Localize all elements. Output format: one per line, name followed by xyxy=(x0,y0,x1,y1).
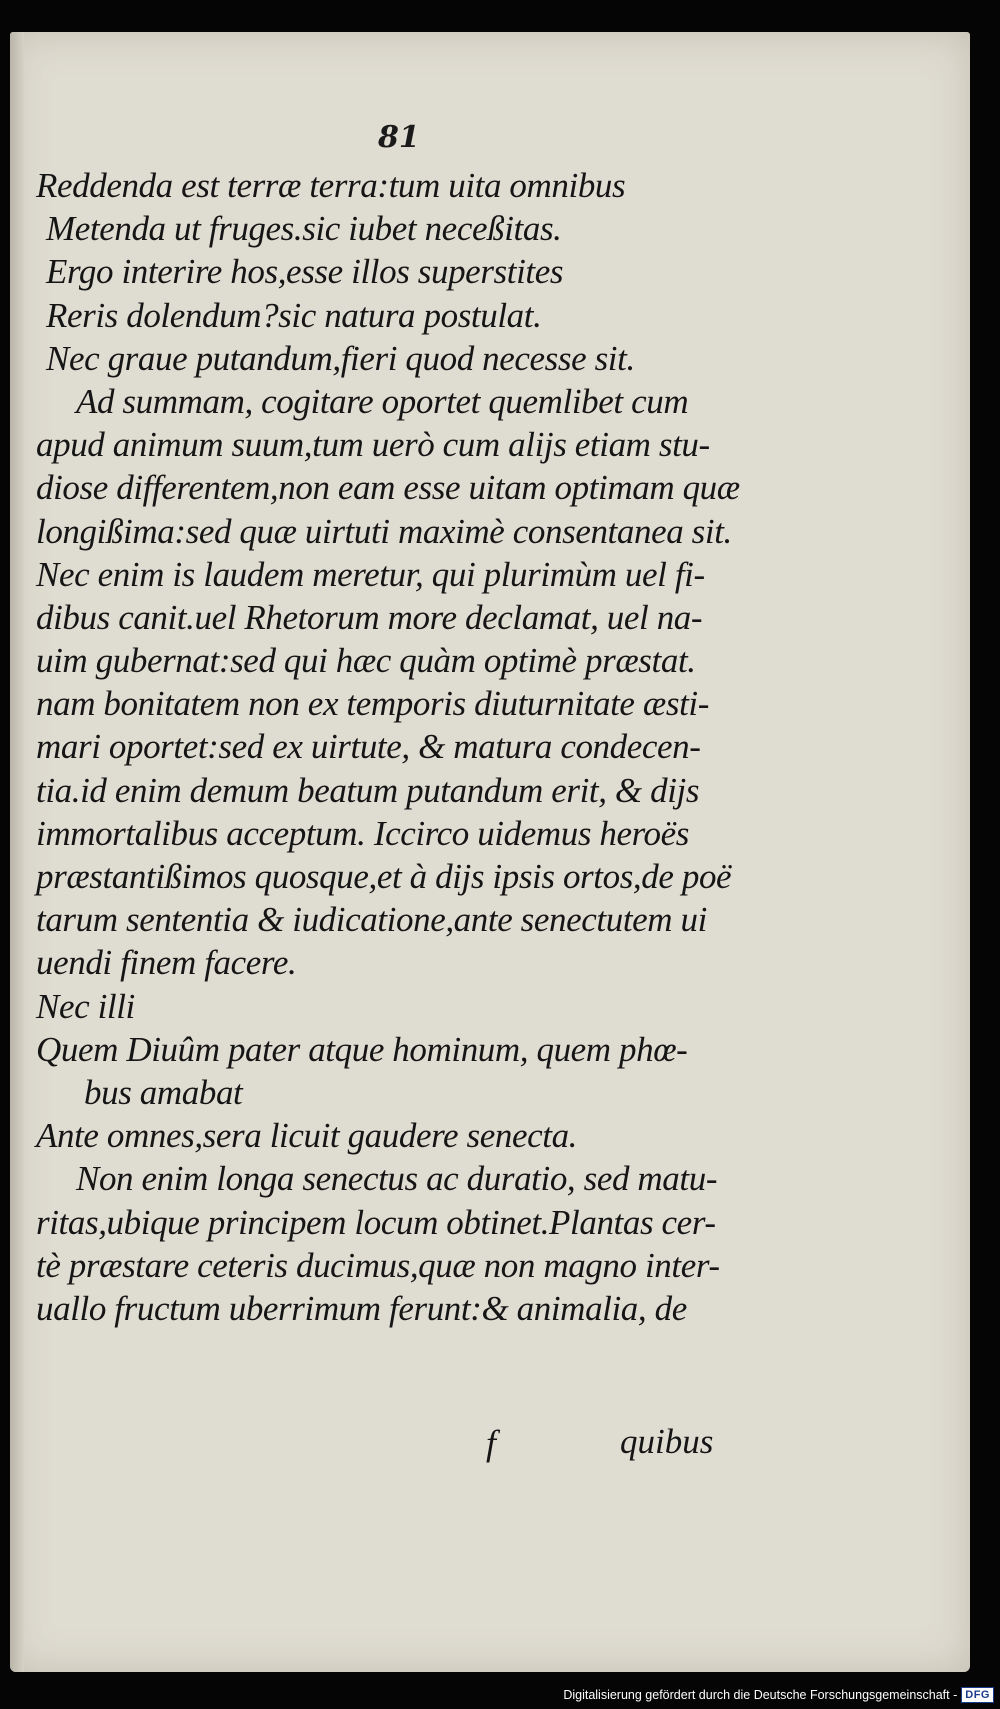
text-line: immortalibus acceptum. Iccirco uidemus heroës xyxy=(36,813,690,853)
text-line: Nec enim is laudem meretur, qui plurimùm uel fi- xyxy=(36,554,705,594)
catchword: quibus xyxy=(620,1422,714,1461)
text-line: bus amabat xyxy=(84,1072,243,1112)
text-line: mari oportet:sed ex uirtute, & matura condecen- xyxy=(36,727,701,767)
text-line: Metenda ut fruges.sic iubet neceßitas. xyxy=(46,209,562,249)
text-line: ritas,ubique principem locum obtinet.Plantas cer- xyxy=(36,1202,716,1242)
text-line: Ad summam, cogitare oportet quemlibet cum xyxy=(76,381,689,421)
text-line: Reddenda est terræ terra:tum uita omnibus xyxy=(36,166,626,205)
text-line: uim gubernat:sed qui hæc quàm optimè præstat. xyxy=(36,641,696,681)
text-line: tia.id enim demum beatum putandum erit, & dijs xyxy=(36,770,700,810)
dfg-logo-icon: DFG xyxy=(961,1687,994,1703)
text-line: Quem Diuûm pater atque hominum, quem phœ- xyxy=(36,1029,688,1069)
digitization-credit xyxy=(563,1687,994,1703)
text-line: apud animum suum,tum uerò cum alijs etiam stu- xyxy=(36,425,710,465)
text-line: Ante omnes,sera licuit gaudere senecta. xyxy=(36,1116,578,1156)
catchline xyxy=(10,1422,970,1466)
text-line: diose differentem,non eam esse uitam optimam quæ xyxy=(36,468,740,508)
page-number: 81 xyxy=(378,120,420,155)
text-line: Nec illi xyxy=(36,986,135,1026)
text-line: uendi finem facere. xyxy=(36,943,297,983)
credit-text: Digitalisierung gefördert durch die Deutsche Forschungsgemeinschaft - xyxy=(563,1688,958,1702)
text-block xyxy=(36,164,740,1330)
book-page xyxy=(10,32,970,1672)
text-line: tarum sententia & iudicatione,ante senectutem ui xyxy=(36,900,707,940)
text-line: Ergo interire hos,esse illos superstites xyxy=(46,252,564,292)
signature-mark: f xyxy=(486,1423,497,1463)
text-line: tè præstare ceteris ducimus,quæ non magno inter- xyxy=(36,1245,720,1285)
text-line: longißima:sed quæ uirtuti maximè consentanea sit. xyxy=(36,511,732,551)
text-line: nam bonitatem non ex temporis diuturnitate æsti- xyxy=(36,684,709,724)
text-line: Reris dolendum?sic natura postulat. xyxy=(46,295,542,335)
text-line: præstantißimos quosque,et à dijs ipsis ortos,de poë xyxy=(36,857,732,896)
text-line: uallo fructum uberrimum ferunt:& animalia, de xyxy=(36,1288,687,1328)
text-line: dibus canit.uel Rhetorum more declamat, uel na- xyxy=(36,597,703,637)
text-line: Non enim longa senectus ac duratio, sed matu- xyxy=(76,1159,718,1199)
text-line: Nec graue putandum,fieri quod necesse sit. xyxy=(46,338,635,378)
